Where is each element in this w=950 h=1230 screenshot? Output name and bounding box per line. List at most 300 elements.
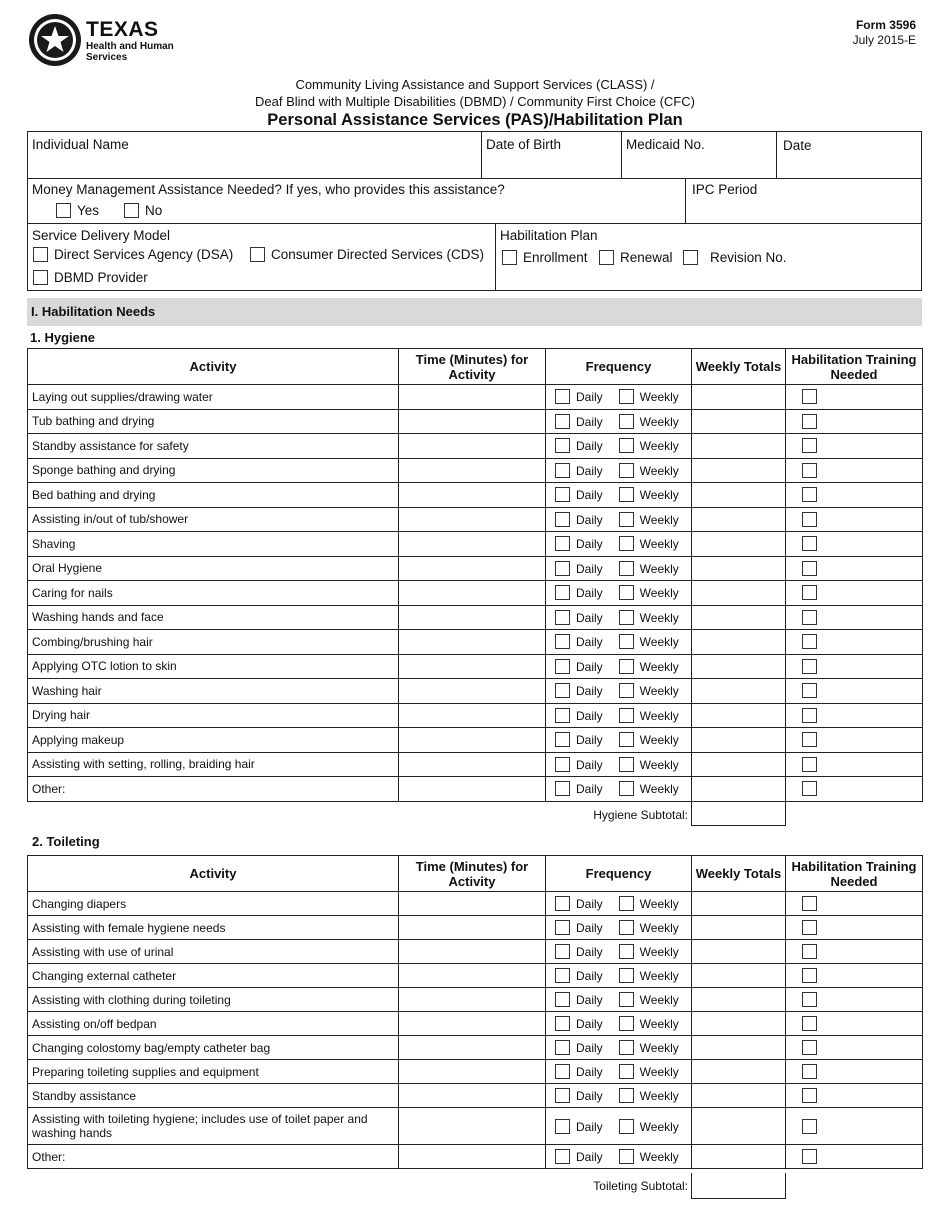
- weekly-checkbox[interactable]: [619, 1016, 634, 1031]
- training-cell: [786, 532, 923, 557]
- table-row: [28, 916, 923, 940]
- training-needed-checkbox[interactable]: [802, 634, 817, 649]
- activity-label: Sponge bathing and drying: [32, 463, 176, 478]
- weekly-checkbox[interactable]: [619, 968, 634, 983]
- weekly-label: Weekly: [639, 897, 679, 911]
- daily-checkbox[interactable]: [555, 561, 570, 576]
- activity-label: Assisting with toileting hygiene; includes use of toilet paper and washing hands: [32, 1112, 368, 1140]
- daily-checkbox[interactable]: [555, 610, 570, 625]
- col-activity: Activity: [28, 856, 399, 892]
- frequency-cell: [546, 777, 692, 802]
- activity-cell: [28, 679, 399, 704]
- training-cell: [786, 703, 923, 728]
- hygiene-subtotal-label: Hygiene Subtotal:: [593, 808, 688, 822]
- training-cell: [786, 434, 923, 459]
- weekly-label: Weekly: [639, 1119, 679, 1134]
- ipc-period-field[interactable]: [685, 178, 922, 224]
- time-minutes-cell[interactable]: [399, 916, 546, 940]
- training-needed-checkbox[interactable]: [802, 992, 817, 1007]
- training-needed-checkbox[interactable]: [802, 920, 817, 935]
- weekly-label: Weekly: [639, 586, 679, 601]
- training-needed-checkbox[interactable]: [802, 1064, 817, 1079]
- activity-cell: [28, 777, 399, 802]
- table-row: [28, 1084, 923, 1108]
- weekly-label: Weekly: [639, 1041, 679, 1055]
- training-needed-checkbox[interactable]: [802, 561, 817, 576]
- time-minutes-cell[interactable]: [399, 1060, 546, 1084]
- time-minutes-cell[interactable]: [399, 483, 546, 508]
- training-needed-checkbox[interactable]: [802, 968, 817, 983]
- training-needed-checkbox[interactable]: [802, 757, 817, 772]
- time-minutes-cell[interactable]: [399, 630, 546, 655]
- renewal-checkbox[interactable]: [599, 250, 614, 265]
- daily-checkbox[interactable]: [555, 1088, 570, 1103]
- yes-label: Yes: [77, 203, 100, 218]
- time-minutes-cell[interactable]: [399, 703, 546, 728]
- logo-subtitle: Health and Human Services: [86, 41, 174, 63]
- time-minutes-cell[interactable]: [399, 1036, 546, 1060]
- activity-cell: [28, 458, 399, 483]
- weekly-checkbox[interactable]: [619, 414, 634, 429]
- dsa-option[interactable]: [33, 247, 233, 263]
- time-minutes-cell[interactable]: [399, 752, 546, 777]
- training-needed-checkbox[interactable]: [802, 1119, 817, 1134]
- col-activity: Activity: [28, 349, 399, 385]
- weekly-totals-cell[interactable]: [692, 458, 786, 483]
- training-cell: [786, 916, 923, 940]
- table-row: [28, 556, 923, 581]
- weekly-label: Weekly: [639, 993, 679, 1007]
- weekly-checkbox[interactable]: [619, 781, 634, 796]
- weekly-totals-cell[interactable]: [692, 654, 786, 679]
- col-frequency: Frequency: [546, 349, 692, 385]
- time-minutes-cell[interactable]: [399, 679, 546, 704]
- medicaid-number-field[interactable]: [621, 131, 777, 179]
- weekly-checkbox[interactable]: [619, 634, 634, 649]
- daily-checkbox[interactable]: [555, 732, 570, 747]
- weekly-totals-cell[interactable]: [692, 777, 786, 802]
- weekly-totals-cell[interactable]: [692, 703, 786, 728]
- frequency-cell: [546, 1012, 692, 1036]
- training-needed-checkbox[interactable]: [802, 585, 817, 600]
- weekly-totals-cell[interactable]: [692, 605, 786, 630]
- daily-label: Daily: [576, 993, 603, 1007]
- hhs-logo: [28, 12, 178, 70]
- activity-cell: [28, 409, 399, 434]
- training-needed-checkbox[interactable]: [802, 1088, 817, 1103]
- date-label: Date: [783, 138, 812, 153]
- daily-label: Daily: [576, 757, 603, 772]
- activity-label: Oral Hygiene: [32, 561, 103, 576]
- weekly-checkbox[interactable]: [619, 610, 634, 625]
- weekly-label: Weekly: [639, 757, 679, 772]
- daily-label: Daily: [576, 1119, 603, 1134]
- training-needed-checkbox[interactable]: [802, 781, 817, 796]
- table-row: [28, 630, 923, 655]
- time-minutes-cell[interactable]: [399, 507, 546, 532]
- daily-checkbox[interactable]: [555, 414, 570, 429]
- weekly-totals-cell[interactable]: [692, 434, 786, 459]
- time-minutes-cell[interactable]: [399, 458, 546, 483]
- daily-checkbox[interactable]: [555, 1149, 570, 1164]
- daily-checkbox[interactable]: [555, 1040, 570, 1055]
- weekly-checkbox[interactable]: [619, 683, 634, 698]
- training-needed-checkbox[interactable]: [802, 487, 817, 502]
- training-needed-checkbox[interactable]: [802, 732, 817, 747]
- weekly-totals-cell[interactable]: [692, 581, 786, 606]
- table-row: [28, 752, 923, 777]
- activity-label: Other:: [32, 781, 66, 796]
- weekly-checkbox[interactable]: [619, 757, 634, 772]
- dbmd-checkbox[interactable]: [33, 270, 48, 285]
- ipc-period-label: IPC Period: [692, 182, 758, 197]
- time-minutes-cell[interactable]: [399, 892, 546, 916]
- time-minutes-cell[interactable]: [399, 964, 546, 988]
- daily-checkbox[interactable]: [555, 992, 570, 1007]
- weekly-totals-cell[interactable]: [692, 752, 786, 777]
- form-number-block: [853, 18, 916, 48]
- weekly-totals-cell[interactable]: [692, 1108, 786, 1145]
- activity-cell: [28, 940, 399, 964]
- daily-checkbox[interactable]: [555, 1064, 570, 1079]
- time-minutes-cell[interactable]: [399, 556, 546, 581]
- daily-checkbox[interactable]: [555, 968, 570, 983]
- weekly-totals-cell[interactable]: [692, 1036, 786, 1060]
- hygiene-subtotal-input[interactable]: [691, 800, 786, 826]
- daily-label: Daily: [576, 537, 603, 552]
- frequency-cell: [546, 458, 692, 483]
- individual-name-field[interactable]: [27, 131, 482, 179]
- weekly-checkbox[interactable]: [619, 1040, 634, 1055]
- daily-checkbox[interactable]: [555, 463, 570, 478]
- weekly-totals-cell[interactable]: [692, 988, 786, 1012]
- activity-label: Assisting with female hygiene needs: [32, 920, 226, 935]
- training-needed-checkbox[interactable]: [802, 414, 817, 429]
- weekly-checkbox[interactable]: [619, 920, 634, 935]
- time-minutes-cell[interactable]: [399, 1084, 546, 1108]
- activity-label: Assisting on/off bedpan: [32, 1016, 157, 1031]
- weekly-totals-cell[interactable]: [692, 728, 786, 753]
- weekly-totals-cell[interactable]: [692, 507, 786, 532]
- weekly-checkbox[interactable]: [619, 585, 634, 600]
- service-delivery-model: [27, 223, 496, 291]
- enrollment-option[interactable]: [502, 250, 588, 266]
- time-minutes-cell[interactable]: [399, 581, 546, 606]
- training-needed-checkbox[interactable]: [802, 1016, 817, 1031]
- weekly-checkbox[interactable]: [619, 536, 634, 551]
- weekly-checkbox[interactable]: [619, 659, 634, 674]
- training-cell: [786, 581, 923, 606]
- weekly-totals-cell[interactable]: [692, 964, 786, 988]
- daily-label: Daily: [576, 1017, 603, 1031]
- hygiene-header-row: [28, 349, 923, 385]
- frequency-cell: [546, 605, 692, 630]
- time-minutes-cell[interactable]: [399, 409, 546, 434]
- weekly-checkbox[interactable]: [619, 992, 634, 1007]
- individual-name-label: Individual Name: [32, 137, 129, 152]
- daily-checkbox[interactable]: [555, 757, 570, 772]
- training-needed-checkbox[interactable]: [802, 610, 817, 625]
- frequency-cell: [546, 483, 692, 508]
- table-row: [28, 703, 923, 728]
- training-cell: [786, 458, 923, 483]
- training-cell: [786, 1036, 923, 1060]
- service-delivery-label: Service Delivery Model: [32, 228, 171, 243]
- daily-checkbox[interactable]: [555, 708, 570, 723]
- form-number: Form 3596: [855, 18, 916, 32]
- activity-cell: [28, 605, 399, 630]
- training-needed-checkbox[interactable]: [802, 683, 817, 698]
- col-time: Time (Minutes) for Activity: [399, 349, 546, 385]
- frequency-cell: [546, 752, 692, 777]
- daily-checkbox[interactable]: [555, 585, 570, 600]
- training-needed-checkbox[interactable]: [802, 438, 817, 453]
- weekly-label: Weekly: [639, 1065, 679, 1079]
- weekly-checkbox[interactable]: [619, 896, 634, 911]
- activity-cell: [28, 988, 399, 1012]
- logo-word: TEXAS: [86, 18, 159, 41]
- money-yes-option[interactable]: [56, 203, 99, 219]
- frequency-cell: [546, 385, 692, 410]
- time-minutes-cell[interactable]: [399, 1145, 546, 1169]
- frequency-cell: [546, 728, 692, 753]
- time-minutes-cell[interactable]: [399, 532, 546, 557]
- daily-checkbox[interactable]: [555, 896, 570, 911]
- weekly-checkbox[interactable]: [619, 1088, 634, 1103]
- activity-cell: [28, 1036, 399, 1060]
- activity-cell: [28, 1084, 399, 1108]
- table-row: [28, 654, 923, 679]
- table-row: [28, 940, 923, 964]
- daily-label: Daily: [576, 390, 603, 405]
- weekly-checkbox[interactable]: [619, 389, 634, 404]
- table-row: [28, 507, 923, 532]
- activity-cell: [28, 385, 399, 410]
- time-minutes-cell[interactable]: [399, 728, 546, 753]
- time-minutes-cell[interactable]: [399, 1012, 546, 1036]
- daily-label: Daily: [576, 586, 603, 601]
- activity-cell: [28, 434, 399, 459]
- no-checkbox[interactable]: [124, 203, 139, 218]
- daily-checkbox[interactable]: [555, 683, 570, 698]
- enrollment-label: Enrollment: [523, 250, 588, 265]
- table-row: [28, 1012, 923, 1036]
- frequency-cell: [546, 1036, 692, 1060]
- weekly-label: Weekly: [639, 635, 679, 650]
- activity-label: Assisting in/out of tub/shower: [32, 512, 189, 527]
- daily-label: Daily: [576, 610, 603, 625]
- weekly-totals-cell[interactable]: [692, 892, 786, 916]
- daily-checkbox[interactable]: [555, 920, 570, 935]
- weekly-label: Weekly: [639, 1150, 679, 1164]
- weekly-label: Weekly: [639, 659, 679, 674]
- daily-checkbox[interactable]: [555, 1119, 570, 1134]
- activity-label: Combing/brushing hair: [32, 634, 153, 649]
- weekly-totals-cell[interactable]: [692, 630, 786, 655]
- daily-label: Daily: [576, 1150, 603, 1164]
- hygiene-table: [27, 348, 923, 802]
- weekly-totals-cell[interactable]: [692, 1060, 786, 1084]
- daily-checkbox[interactable]: [555, 634, 570, 649]
- weekly-checkbox[interactable]: [619, 561, 634, 576]
- daily-checkbox[interactable]: [555, 944, 570, 959]
- daily-label: Daily: [576, 897, 603, 911]
- training-needed-checkbox[interactable]: [802, 1149, 817, 1164]
- activity-cell: [28, 483, 399, 508]
- table-row: [28, 988, 923, 1012]
- daily-label: Daily: [576, 708, 603, 723]
- training-cell: [786, 409, 923, 434]
- weekly-totals-cell[interactable]: [692, 1012, 786, 1036]
- daily-checkbox[interactable]: [555, 1016, 570, 1031]
- activity-label: Caring for nails: [32, 585, 113, 600]
- weekly-totals-cell[interactable]: [692, 940, 786, 964]
- weekly-label: Weekly: [639, 733, 679, 748]
- weekly-totals-cell[interactable]: [692, 679, 786, 704]
- time-minutes-cell[interactable]: [399, 605, 546, 630]
- section-habilitation-needs: I. Habilitation Needs: [27, 298, 922, 326]
- training-cell: [786, 940, 923, 964]
- time-minutes-cell[interactable]: [399, 988, 546, 1012]
- enrollment-checkbox[interactable]: [502, 250, 517, 265]
- weekly-checkbox[interactable]: [619, 1119, 634, 1134]
- weekly-checkbox[interactable]: [619, 512, 634, 527]
- weekly-checkbox[interactable]: [619, 732, 634, 747]
- daily-checkbox[interactable]: [555, 659, 570, 674]
- training-needed-checkbox[interactable]: [802, 512, 817, 527]
- table-row: [28, 1145, 923, 1169]
- activity-cell: [28, 630, 399, 655]
- yes-checkbox[interactable]: [56, 203, 71, 218]
- toileting-header-row: [28, 856, 923, 892]
- time-minutes-cell[interactable]: [399, 654, 546, 679]
- daily-label: Daily: [576, 782, 603, 797]
- activity-cell: [28, 916, 399, 940]
- cds-checkbox[interactable]: [250, 247, 265, 262]
- weekly-checkbox[interactable]: [619, 944, 634, 959]
- activity-label: Drying hair: [32, 708, 91, 723]
- frequency-cell: [546, 1084, 692, 1108]
- training-cell: [786, 964, 923, 988]
- daily-checkbox[interactable]: [555, 512, 570, 527]
- daily-label: Daily: [576, 414, 603, 429]
- money-no-option[interactable]: [124, 203, 162, 219]
- revision-checkbox[interactable]: [683, 250, 698, 265]
- cds-option[interactable]: [250, 247, 484, 263]
- weekly-checkbox[interactable]: [619, 487, 634, 502]
- cds-label: Consumer Directed Services (CDS): [271, 247, 485, 262]
- training-needed-checkbox[interactable]: [802, 389, 817, 404]
- table-row: [28, 434, 923, 459]
- training-needed-checkbox[interactable]: [802, 944, 817, 959]
- time-minutes-cell[interactable]: [399, 777, 546, 802]
- training-cell: [786, 483, 923, 508]
- training-needed-checkbox[interactable]: [802, 536, 817, 551]
- revision-option[interactable]: [683, 250, 787, 266]
- training-needed-checkbox[interactable]: [802, 659, 817, 674]
- training-needed-checkbox[interactable]: [802, 1040, 817, 1055]
- training-cell: [786, 892, 923, 916]
- weekly-totals-cell[interactable]: [692, 409, 786, 434]
- time-minutes-cell[interactable]: [399, 940, 546, 964]
- weekly-label: Weekly: [639, 1089, 679, 1103]
- weekly-checkbox[interactable]: [619, 1149, 634, 1164]
- daily-checkbox[interactable]: [555, 781, 570, 796]
- weekly-totals-cell[interactable]: [692, 1145, 786, 1169]
- col-training: Habilitation Training Needed: [786, 856, 923, 892]
- training-cell: [786, 1060, 923, 1084]
- date-of-birth-field[interactable]: [481, 131, 622, 179]
- daily-checkbox[interactable]: [555, 536, 570, 551]
- frequency-cell: [546, 434, 692, 459]
- daily-checkbox[interactable]: [555, 389, 570, 404]
- toileting-heading: 2. Toileting: [32, 834, 100, 849]
- col-frequency: Frequency: [546, 856, 692, 892]
- weekly-checkbox[interactable]: [619, 708, 634, 723]
- weekly-label: Weekly: [639, 537, 679, 552]
- daily-label: Daily: [576, 684, 603, 699]
- daily-label: Daily: [576, 659, 603, 674]
- table-row: [28, 532, 923, 557]
- weekly-label: Weekly: [639, 782, 679, 797]
- date-field[interactable]: [776, 131, 922, 179]
- renewal-label: Renewal: [620, 250, 673, 265]
- weekly-label: Weekly: [639, 488, 679, 503]
- activity-label: Changing diapers: [32, 896, 127, 911]
- time-minutes-cell[interactable]: [399, 385, 546, 410]
- habilitation-plan-field: [495, 223, 922, 291]
- weekly-checkbox[interactable]: [619, 1064, 634, 1079]
- weekly-label: Weekly: [639, 969, 679, 983]
- dbmd-option[interactable]: [33, 270, 148, 286]
- training-cell: [786, 507, 923, 532]
- weekly-totals-cell[interactable]: [692, 556, 786, 581]
- weekly-checkbox[interactable]: [619, 463, 634, 478]
- daily-checkbox[interactable]: [555, 438, 570, 453]
- training-needed-checkbox[interactable]: [802, 463, 817, 478]
- activity-cell: [28, 1012, 399, 1036]
- table-row: [28, 409, 923, 434]
- activity-cell: [28, 507, 399, 532]
- activity-cell: [28, 964, 399, 988]
- time-minutes-cell[interactable]: [399, 434, 546, 459]
- weekly-checkbox[interactable]: [619, 438, 634, 453]
- weekly-totals-cell[interactable]: [692, 916, 786, 940]
- weekly-totals-cell[interactable]: [692, 483, 786, 508]
- weekly-label: Weekly: [639, 512, 679, 527]
- activity-cell: [28, 1108, 399, 1145]
- weekly-totals-cell[interactable]: [692, 532, 786, 557]
- training-needed-checkbox[interactable]: [802, 896, 817, 911]
- habilitation-plan-label: Habilitation Plan: [500, 228, 598, 243]
- weekly-totals-cell[interactable]: [692, 385, 786, 410]
- renewal-option[interactable]: [599, 250, 673, 266]
- daily-label: Daily: [576, 561, 603, 576]
- activity-cell: [28, 654, 399, 679]
- texas-seal-icon: [28, 12, 82, 68]
- training-needed-checkbox[interactable]: [802, 708, 817, 723]
- dsa-checkbox[interactable]: [33, 247, 48, 262]
- weekly-label: Weekly: [639, 1017, 679, 1031]
- activity-label: Washing hands and face: [32, 610, 164, 625]
- toileting-subtotal-input[interactable]: [691, 1173, 786, 1199]
- weekly-totals-cell[interactable]: [692, 1084, 786, 1108]
- frequency-cell: [546, 630, 692, 655]
- activity-label: Assisting with use of urinal: [32, 944, 174, 959]
- time-minutes-cell[interactable]: [399, 1108, 546, 1145]
- daily-checkbox[interactable]: [555, 487, 570, 502]
- activity-label: Preparing toileting supplies and equipment: [32, 1064, 259, 1079]
